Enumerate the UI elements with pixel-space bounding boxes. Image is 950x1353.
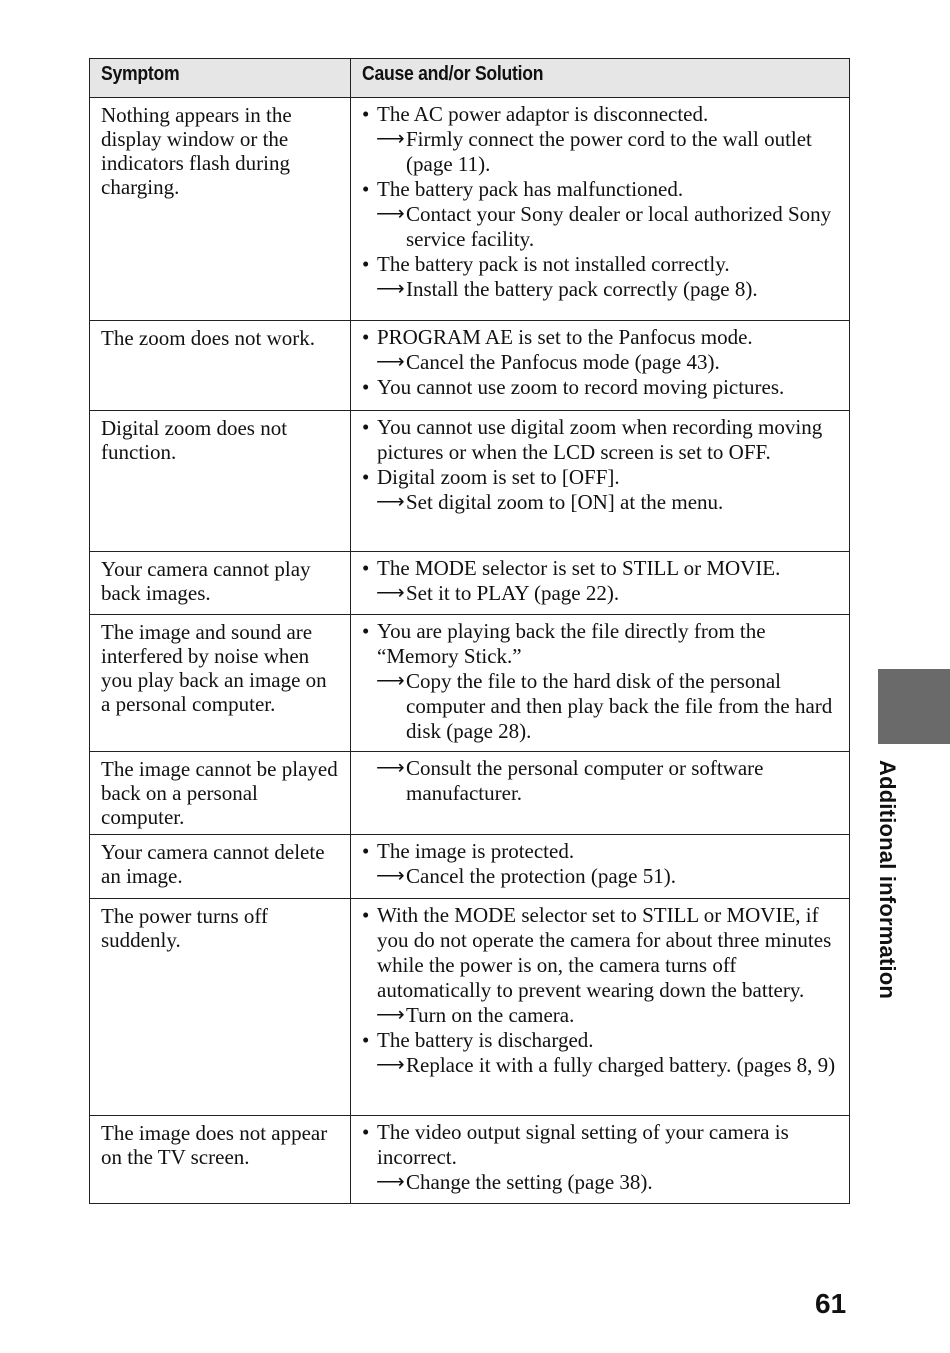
symptom-cell: Digital zoom does not function.: [90, 411, 351, 552]
bullet-icon: •: [362, 903, 370, 927]
table-row: [90, 321, 850, 411]
cause-cell: [351, 1116, 850, 1204]
symptom-cell: The image and sound are interfered by noise when you play back an image on a personal computer.: [90, 615, 351, 752]
table-header-row: [90, 59, 850, 98]
item-text: With the MODE selector set to STILL or MOVIE, if you do not operate the camera for about three minutes while the power is on, the camera turns off automatically to prevent wearing down the battery.: [377, 903, 832, 1002]
solution-item: [362, 581, 841, 606]
item-text: PROGRAM AE is set to the Panfocus mode.: [377, 325, 753, 349]
cause-cell: [351, 752, 850, 835]
symptom-cell: The power turns off suddenly.: [90, 899, 351, 1116]
cause-cell: [351, 899, 850, 1116]
table-row: [90, 752, 850, 835]
cause-item: [362, 465, 841, 490]
arrow-icon: ⟶: [376, 128, 405, 150]
bullet-icon: •: [362, 839, 370, 863]
cause-cell: [351, 835, 850, 899]
page-number: 61: [815, 1288, 847, 1319]
item-text: Consult the personal computer or software manufacturer.: [406, 756, 764, 805]
item-text: You cannot use zoom to record moving pictures.: [377, 375, 785, 399]
solution-item: [362, 277, 841, 302]
solution-item: [362, 756, 841, 806]
table-row: [90, 552, 850, 615]
item-text: The image is protected.: [377, 839, 575, 863]
item-text: The battery pack is not installed correctly.: [377, 252, 730, 276]
arrow-icon: ⟶: [376, 757, 405, 779]
symptom-cell: Your camera cannot delete an image.: [90, 835, 351, 899]
cause-item: [362, 177, 841, 202]
bullet-icon: •: [362, 252, 370, 276]
cause-item: [362, 1028, 841, 1053]
item-text: The MODE selector is set to STILL or MOVIE.: [377, 556, 781, 580]
solution-item: [362, 202, 841, 252]
cause-item: [362, 1120, 841, 1170]
bullet-icon: •: [362, 1120, 370, 1144]
header-cause-solution: [351, 59, 850, 98]
solution-item: [362, 1170, 841, 1195]
section-tab-marker: [878, 669, 950, 744]
section-tab-label: Additional information: [875, 760, 900, 1000]
solution-item: [362, 127, 841, 177]
bullet-icon: •: [362, 556, 370, 580]
solution-item: [362, 490, 841, 515]
arrow-icon: ⟶: [376, 865, 405, 887]
cause-item: [362, 252, 841, 277]
cause-cell: [351, 98, 850, 321]
arrow-icon: ⟶: [376, 582, 405, 604]
symptom-cell: Nothing appears in the display window or the indicators flash during charging.: [90, 98, 351, 321]
item-text: Change the setting (page 38).: [406, 1170, 653, 1194]
item-text: Install the battery pack correctly (page 8).: [406, 277, 758, 301]
item-text: You cannot use digital zoom when recording moving pictures or when the LCD screen is set to OFF.: [377, 415, 823, 464]
item-text: The AC power adaptor is disconnected.: [377, 102, 709, 126]
table-row: [90, 835, 850, 899]
item-text: You are playing back the file directly from the “Memory Stick.”: [377, 619, 766, 668]
item-text: Replace it with a fully charged battery. (pages 8, 9): [406, 1053, 836, 1077]
solution-item: [362, 350, 841, 375]
solution-item: [362, 864, 841, 889]
header-cause-label: Cause and/or Solution: [362, 63, 544, 85]
item-text: Contact your Sony dealer or local authorized Sony service facility.: [406, 202, 832, 251]
cause-item: [362, 839, 841, 864]
cause-cell: [351, 552, 850, 615]
cause-item: [362, 325, 841, 350]
item-text: Turn on the camera.: [406, 1003, 575, 1027]
arrow-icon: ⟶: [376, 1054, 405, 1076]
bullet-icon: •: [362, 619, 370, 643]
bullet-icon: •: [362, 325, 370, 349]
solution-item: [362, 1053, 841, 1078]
arrow-icon: ⟶: [376, 278, 405, 300]
bullet-icon: •: [362, 102, 370, 126]
cause-cell: [351, 615, 850, 752]
cause-item: [362, 556, 841, 581]
arrow-icon: ⟶: [376, 491, 405, 513]
solution-item: [362, 669, 841, 744]
arrow-icon: ⟶: [376, 1171, 405, 1193]
arrow-icon: ⟶: [376, 203, 405, 225]
item-text: Cancel the protection (page 51).: [406, 864, 676, 888]
item-text: Cancel the Panfocus mode (page 43).: [406, 350, 720, 374]
cause-item: [362, 102, 841, 127]
item-text: The battery pack has malfunctioned.: [377, 177, 684, 201]
arrow-icon: ⟶: [376, 351, 405, 373]
cause-item: [362, 903, 841, 1003]
header-symptom: [90, 59, 351, 98]
item-text: The video output signal setting of your camera is incorrect.: [377, 1120, 789, 1169]
arrow-icon: ⟶: [376, 1004, 405, 1026]
symptom-cell: The image cannot be played back on a personal computer.: [90, 752, 351, 835]
table-row: [90, 411, 850, 552]
bullet-icon: •: [362, 1028, 370, 1052]
bullet-icon: •: [362, 177, 370, 201]
cause-cell: [351, 411, 850, 552]
arrow-icon: ⟶: [376, 670, 405, 692]
bullet-icon: •: [362, 375, 370, 399]
item-text: Digital zoom is set to [OFF].: [377, 465, 620, 489]
table-row: [90, 615, 850, 752]
symptom-cell: Your camera cannot play back images.: [90, 552, 351, 615]
item-text: Set digital zoom to [ON] at the menu.: [406, 490, 724, 514]
item-text: The battery is discharged.: [377, 1028, 594, 1052]
item-text: Set it to PLAY (page 22).: [406, 581, 620, 605]
bullet-icon: •: [362, 465, 370, 489]
table-row: [90, 98, 850, 321]
cause-item: [362, 375, 841, 400]
solution-item: [362, 1003, 841, 1028]
cause-item: [362, 415, 841, 465]
troubleshooting-table: [89, 58, 850, 1204]
cause-cell: [351, 321, 850, 411]
header-symptom-label: Symptom: [101, 63, 180, 85]
table-row: [90, 1116, 850, 1204]
symptom-cell: The zoom does not work.: [90, 321, 351, 411]
item-text: Firmly connect the power cord to the wall outlet (page 11).: [406, 127, 812, 176]
bullet-icon: •: [362, 415, 370, 439]
symptom-cell: The image does not appear on the TV screen.: [90, 1116, 351, 1204]
table-row: [90, 899, 850, 1116]
item-text: Copy the file to the hard disk of the personal computer and then play back the file from the hard disk (page 28).: [406, 669, 833, 743]
cause-item: [362, 619, 841, 669]
